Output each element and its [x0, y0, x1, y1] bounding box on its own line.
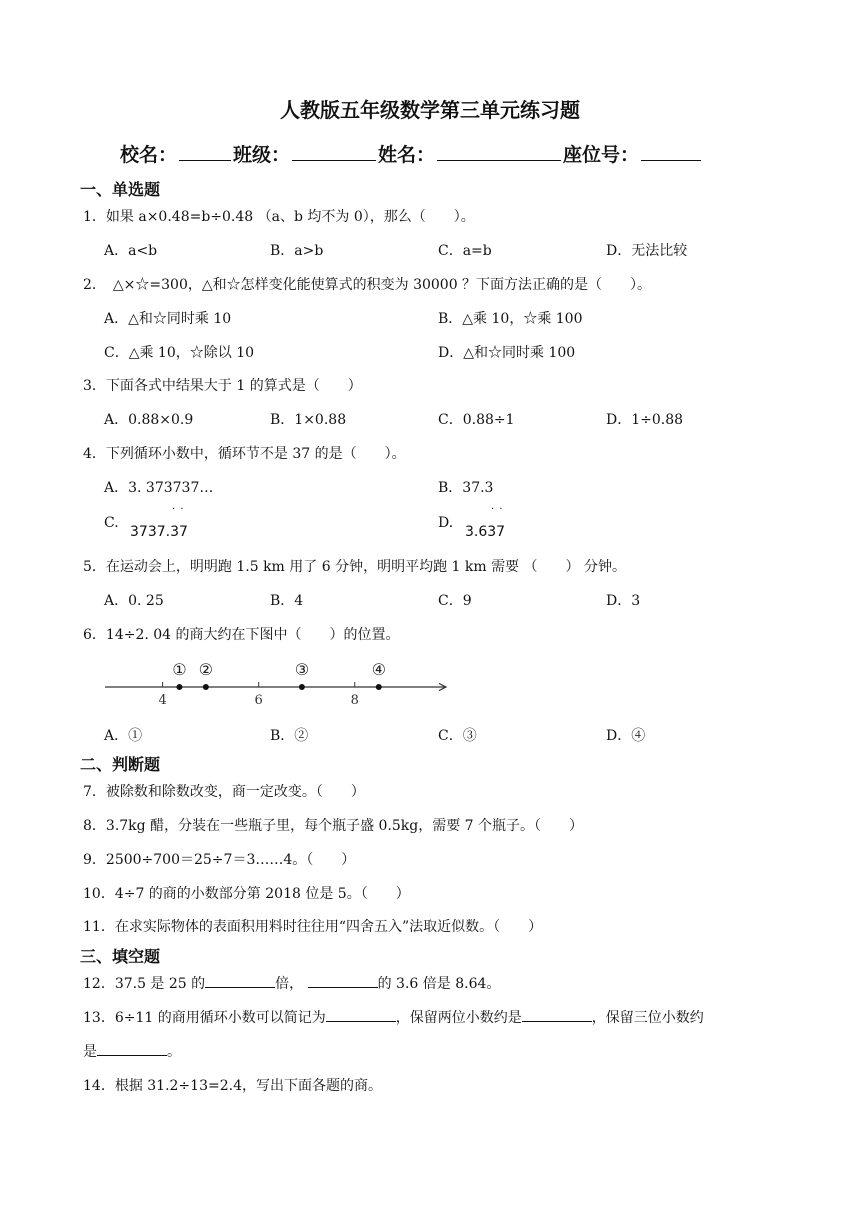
- student-info-line: [120, 140, 703, 167]
- question-4: 4．下列循环小数中，循环节不是 37 的是（ ）。: [83, 446, 406, 462]
- q4-option-c-label[interactable]: C.: [104, 515, 119, 531]
- seat-blank[interactable]: [641, 142, 701, 161]
- q1-option-a[interactable]: A．a<b: [104, 243, 158, 259]
- section-single-choice: 一、单选题: [80, 180, 161, 199]
- question-13: [83, 1007, 704, 1027]
- question-10: 10．4÷7 的商的小数部分第 2018 位是 5。（ ）: [83, 886, 410, 902]
- q4-option-c-value[interactable]: 3737.37: [130, 524, 188, 540]
- q5-option-b[interactable]: B．4: [270, 593, 304, 609]
- number-line-point: [299, 684, 305, 690]
- q5-option-d[interactable]: D．3: [606, 593, 641, 609]
- section-true-false: 二、判断题: [80, 755, 161, 774]
- question-5: 5．在运动会上，明明跑 1.5 km 用了 6 分钟，明明平均跑 1 km 需要 （ ） 分钟。: [83, 559, 627, 575]
- q3-option-c[interactable]: C．0.88÷1: [438, 412, 515, 428]
- number-line-point-label: ③: [294, 660, 310, 679]
- q3-option-a[interactable]: A．0.88×0.9: [104, 412, 194, 428]
- q13-part-5: 。: [167, 1044, 181, 1060]
- class-blank[interactable]: [292, 142, 376, 161]
- q6-option-d[interactable]: D．④: [606, 728, 646, 744]
- q1-option-c[interactable]: C．a=b: [438, 243, 492, 259]
- question-6: 6．14÷2. 04 的商大约在下图中（ ）的位置。: [83, 627, 400, 643]
- q2-option-d[interactable]: D．△和☆同时乘 100: [438, 345, 576, 361]
- number-line-point-label: ①: [172, 660, 187, 679]
- number-line-tick-label: 6: [254, 693, 263, 708]
- name-blank[interactable]: [437, 142, 561, 161]
- repeating-dots-d: · ·: [491, 504, 504, 515]
- q13-blank-2[interactable]: [522, 1007, 592, 1022]
- q12-part-1: 12．37.5 是 25 的: [83, 976, 206, 992]
- school-label: 校名：: [120, 144, 178, 166]
- question-9: 9．2500÷700＝25÷7＝3……4。（ ）: [83, 852, 356, 868]
- number-line-tick-label: 8: [350, 693, 359, 708]
- number-line-point: [203, 684, 209, 690]
- q13-blank-3[interactable]: [97, 1041, 167, 1056]
- q2-option-a[interactable]: A．△和☆同时乘 10: [104, 311, 232, 327]
- question-7: 7．被除数和除数改变，商一定改变。（ ）: [83, 784, 365, 800]
- q3-option-d[interactable]: D．1÷0.88: [606, 412, 684, 428]
- number-line-figure: [100, 652, 460, 712]
- school-blank[interactable]: [179, 142, 231, 161]
- number-line-tick-label: 4: [158, 693, 167, 708]
- q4-option-d-label[interactable]: D.: [438, 515, 454, 531]
- seat-label: 座位号：: [563, 144, 640, 166]
- number-line-point: [376, 684, 382, 690]
- number-line-point-label: ④: [371, 660, 386, 679]
- page-title: 人教版五年级数学第三单元练习题: [280, 98, 580, 122]
- q12-blank-2[interactable]: [308, 973, 378, 988]
- q5-option-c[interactable]: C．9: [438, 593, 472, 609]
- q12-blank-1[interactable]: [205, 973, 275, 988]
- q2-option-b[interactable]: B．△乘 10，☆乘 100: [438, 311, 583, 327]
- question-12: [83, 973, 500, 993]
- q4-option-d-value[interactable]: 3.637: [465, 524, 506, 540]
- repeating-dots-c: · ·: [172, 504, 185, 515]
- question-3: 3．下面各式中结果大于 1 的算式是（ ）: [83, 378, 362, 394]
- q12-part-2: 倍，: [275, 976, 304, 992]
- number-line-point-label: ②: [198, 660, 214, 679]
- q6-option-a[interactable]: A．①: [104, 728, 143, 744]
- q1-option-b[interactable]: B．a>b: [270, 243, 324, 259]
- number-line-point: [176, 684, 182, 690]
- question-1: 1．如果 a×0.48=b÷0.48 （a、b 均不为 0），那么（ ）。: [83, 209, 475, 225]
- q2-option-c[interactable]: C．△乘 10，☆除以 10: [104, 345, 255, 361]
- class-label: 班级：: [233, 144, 291, 166]
- q12-part-3: 的 3.6 倍是 8.64。: [377, 976, 501, 992]
- q4-option-b[interactable]: B．37.3: [438, 480, 494, 496]
- q5-option-a[interactable]: A．0. 25: [104, 593, 164, 609]
- q13-part-3: ，保留三位小数约: [591, 1010, 704, 1026]
- question-13-continued: [83, 1041, 181, 1061]
- q4-option-a[interactable]: A．3. 373737…: [104, 480, 214, 496]
- q13-part-1: 13．6÷11 的商用循环小数可以简记为: [83, 1010, 326, 1026]
- name-label: 姓名：: [378, 144, 436, 166]
- q6-option-c[interactable]: C．③: [438, 728, 477, 744]
- q13-part-4: 是: [83, 1044, 97, 1060]
- q3-option-b[interactable]: B．1×0.88: [270, 412, 347, 428]
- q6-option-b[interactable]: B．②: [270, 728, 309, 744]
- q13-blank-1[interactable]: [326, 1007, 396, 1022]
- question-14: 14．根据 31.2÷13=2.4，写出下面各题的商。: [83, 1078, 382, 1094]
- q1-option-d[interactable]: D．无法比较: [606, 243, 688, 259]
- question-11: 11．在求实际物体的表面积用料时往往用“四舍五入”法取近似数。（ ）: [83, 919, 543, 935]
- question-8: 8．3.7kg 醋，分装在一些瓶子里，每个瓶子盛 0.5kg，需要 7 个瓶子。（ ）: [83, 818, 584, 834]
- question-2: 2． △×☆=300，△和☆怎样变化能使算式的积变为 30000 ？下面方法正确的是（ ）。: [83, 277, 652, 293]
- section-fill-blank: 三、填空题: [80, 947, 161, 966]
- q13-part-2: ，保留两位小数约是: [395, 1010, 522, 1026]
